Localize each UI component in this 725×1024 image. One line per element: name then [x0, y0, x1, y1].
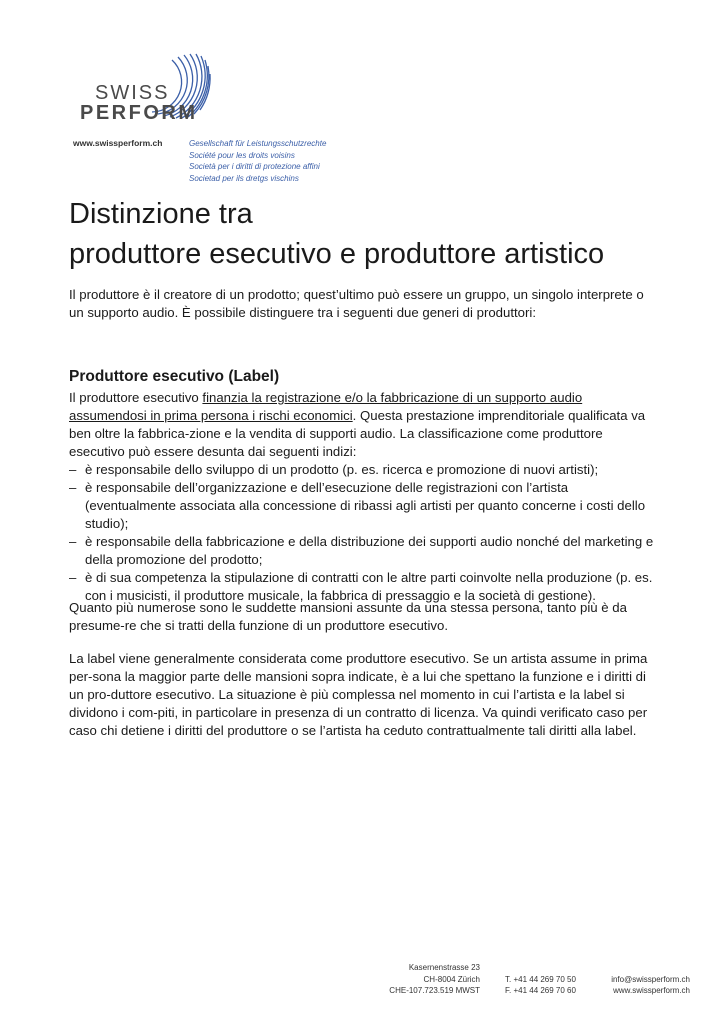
page-title [69, 194, 604, 274]
section-intro-paragraph [69, 389, 659, 461]
tagline-fr: Société pour les droits voisins [189, 150, 295, 160]
footer-city: CH-8004 Zürich [423, 974, 480, 984]
footer-email-link[interactable]: info@swissperform.ch [611, 974, 690, 984]
list-item [69, 479, 659, 533]
list-item-text: è responsabile della fabbricazione e della distribuzione dei supporti audio nonché del marketing e della promozione del prodotto; [85, 534, 654, 567]
title-line-2: produttore esecutivo e produttore artistico [69, 238, 605, 270]
indicator-list [69, 461, 659, 605]
footer-telephone: T. +41 44 269 70 50 [505, 974, 576, 984]
footer-phone [505, 974, 576, 997]
list-item [69, 533, 659, 569]
footer-contact [598, 974, 690, 997]
swissperform-logo [80, 52, 215, 127]
footer-address [380, 962, 480, 997]
footer-fax: F. +41 44 269 70 60 [505, 986, 576, 995]
paragraph-3: La label viene generalmente considerata come produttore esecutivo. Se un artista assume in prima per-sona la maggior parte delle mansioni sopra indicate, è a lui che spettano la funzione e i diritti di un pro-duttore esecutivo. La situazione è più complessa nel momento in cui l’artista e la label si dividono i com-piti, in particolare in presenza di un contratto di licenza. Va quindi verificato caso per caso chi detiene i diritti del produttore o se l’artista ha ceduto contrattualmente tali diritti alla label. [69, 651, 648, 738]
tagline-rm: Societad per ils dretgs vischins [189, 173, 299, 183]
footer-vat: CHE-107.723.519 MWST [389, 986, 480, 995]
logo-text-perform: PERFORM [80, 102, 198, 124]
section-heading: Produttore esecutivo (Label) [69, 368, 280, 385]
header-taglines [189, 138, 326, 184]
tagline-it: Società per i diritti di protezione affini [189, 162, 320, 172]
list-item-text: è responsabile dello sviluppo di un prodotto (p. es. ricerca e promozione di nuovi artisti); [85, 462, 599, 477]
list-item [69, 461, 659, 479]
section-intro-prefix: Il produttore esecutivo [69, 390, 203, 405]
section-intro-suffix: . Questa prestazione imprenditoriale qualificata va ben oltre la fabbrica-zione e la vendita di supporti audio. La classificazione come produttore esecutivo può essere desunta dai seguenti indizi: [69, 408, 646, 459]
logo-text-swiss: SWISS [95, 82, 170, 104]
tagline-de: Gesellschaft für Leistungsschutzrechte [189, 139, 327, 148]
list-dash: – [69, 534, 77, 549]
header-website-link[interactable]: www.swissperform.ch [73, 138, 163, 148]
footer-website-link[interactable]: www.swissperform.ch [613, 986, 690, 995]
list-item-text: è di sua competenza la stipulazione di contratti con le altre parti coinvolte nella produzione (p. es. con i musicisti, il produttore musicale, la fabbrica di pressaggio e la società di gestione). [85, 570, 653, 603]
section-intro-underlined: finanzia la registrazione e/o la fabbricazione di un supporto audio assumendosi in prima persona i rischi economici [69, 390, 583, 423]
list-dash: – [69, 570, 77, 585]
list-item-text: è responsabile dell’organizzazione e dell’esecuzione delle registrazioni con l’artista (eventualmente associata alla concessione di ribassi agli artisti per quanto concerne i costi dello studio); [85, 480, 646, 531]
title-line-1: Distinzione tra [69, 198, 253, 230]
paragraph-2: Quanto più numerose sono le suddette mansioni assunte da una stessa persona, tanto più è da presume-re che si tratti della funzione di un produttore esecutivo. [69, 600, 627, 633]
intro-paragraph: Il produttore è il creatore di un prodotto; quest’ultimo può essere un gruppo, un singolo interprete o un supporto audio. È possibile distinguere tra i seguenti due generi di produttori: [69, 287, 644, 320]
list-dash: – [69, 462, 77, 477]
footer-street: Kasernenstrasse 23 [408, 963, 480, 972]
list-dash: – [69, 480, 77, 495]
